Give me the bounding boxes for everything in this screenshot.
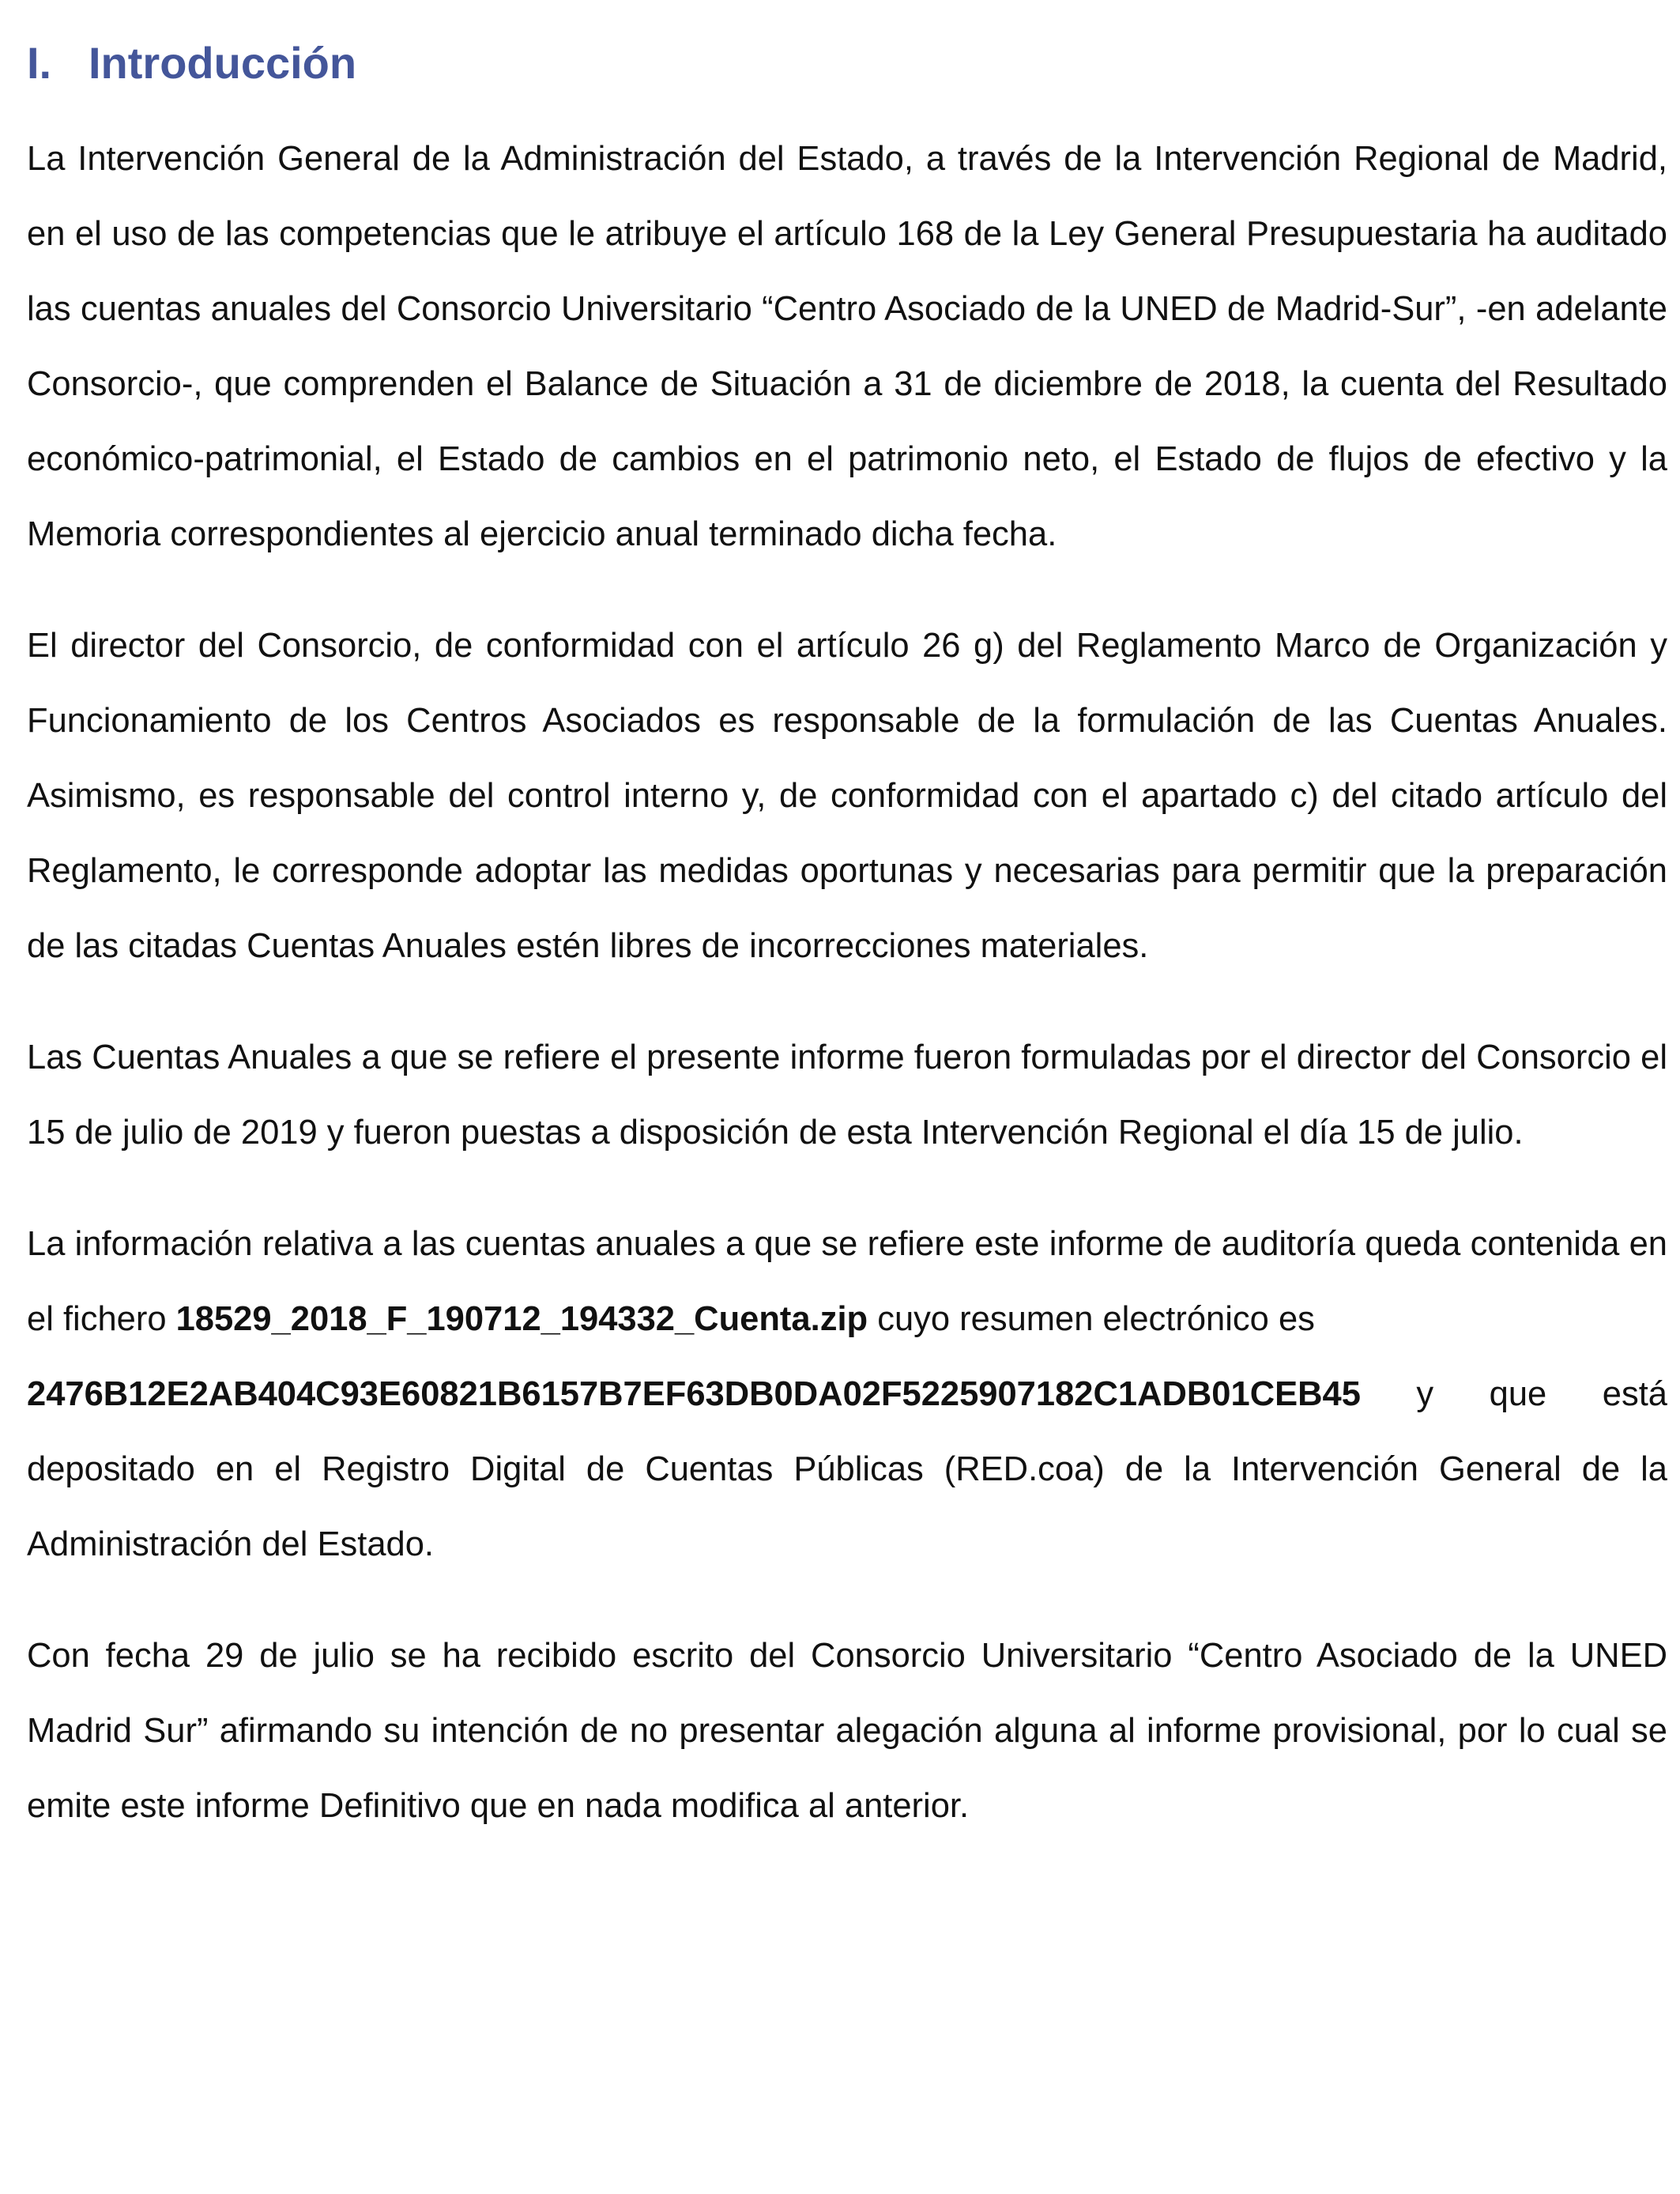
paragraph-file-info [27, 1207, 1667, 1582]
hash-tail-word-2: que [1489, 1375, 1547, 1413]
paragraph-director: El director del Consorcio, de conformidad con el artículo 26 g) del Reglamento Marco de Organización y Funcionamiento de los Centros Asociados es responsable de la formulación de las Cuentas Anuales. Asimismo, es responsable del control interno y, de conformidad con el apartado c) del citado artículo del Reglamento, le corresponde adoptar las medidas oportunas y necesarias para permitir que la preparación de las citadas Cuentas Anuales estén libres de incorrecciones materiales. [27, 627, 1667, 965]
document-page [27, 32, 1667, 1880]
hash-tail-word-1: y [1416, 1375, 1434, 1413]
section-number: I. [27, 38, 52, 88]
paragraph-intro: La Intervención General de la Administración del Estado, a través de la Intervención Regional de Madrid, en el uso de las competencias que le atribuye el artículo 168 de la Ley General Presupuestaria ha auditado las cuentas anuales del Consorcio Universitario “Centro Asociado de la UNED de Madrid-Sur”, -en adelante Consorcio-, que comprenden el Balance de Situación a 31 de diciembre de 2018, la cuenta del Resultado económico-patrimonial, el Estado de cambios en el patrimonio neto, el Estado de flujos de efectivo y la Memoria correspondientes al ejercicio anual terminado dicha fecha. [27, 140, 1667, 553]
section-title: Introducción [89, 38, 357, 88]
electronic-hash: 2476B12E2AB404C93E60821B6157B7EF63DB0DA02F5225907182C1ADB01CEB45 [27, 1375, 1361, 1413]
file-info-outro: depositado en el Registro Digital de Cuentas Públicas (RED.coa) de la Intervención General de la Administración del Estado. [27, 1450, 1667, 1563]
hash-line [27, 1357, 1667, 1432]
paragraph-allegations: Con fecha 29 de julio se ha recibido escrito del Consorcio Universitario “Centro Asociado de la UNED Madrid Sur” afirmando su intención de no presentar alegación alguna al informe provisional, por lo cual se emite este informe Definitivo que en nada modifica al anterior. [27, 1637, 1667, 1825]
file-name: 18529_2018_F_190712_194332_Cuenta.zip [175, 1300, 868, 1338]
file-info-intro: La información relativa a las cuentas anuales a que se refiere este informe de auditoría queda contenida en el fichero [27, 1225, 1667, 1338]
section-heading [27, 32, 1667, 95]
file-info-mid: cuyo resumen electrónico es [868, 1300, 1315, 1338]
paragraph-formulation: Las Cuentas Anuales a que se refiere el presente informe fueron formuladas por el director del Consorcio el 15 de julio de 2019 y fueron puestas a disposición de esta Intervención Regional el día 15 de julio. [27, 1039, 1667, 1152]
hash-tail-word-3: está [1602, 1375, 1667, 1413]
